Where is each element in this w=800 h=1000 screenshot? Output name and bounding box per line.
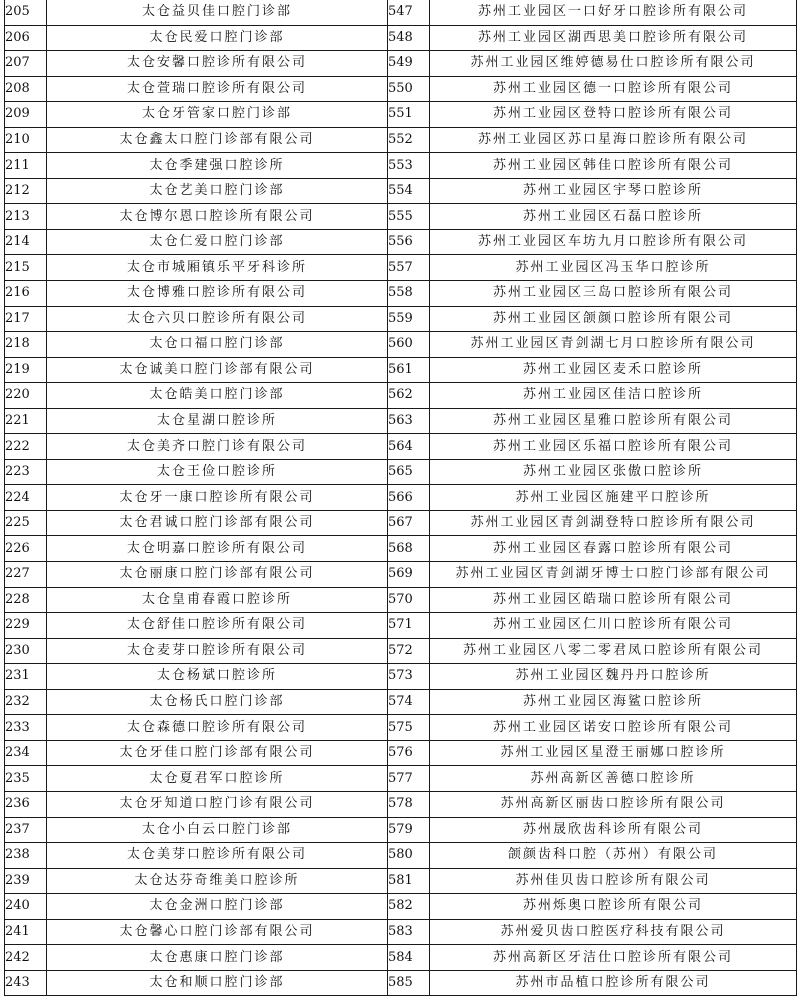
table-row — [5, 383, 797, 409]
table-row — [5, 255, 797, 281]
table-row — [5, 587, 797, 613]
left-number-cell: 220 — [5, 383, 47, 409]
table-row — [5, 485, 797, 511]
right-number-cell: 565 — [388, 459, 430, 485]
left-clinic-name-cell: 太仓皓美口腔门诊部 — [47, 383, 388, 409]
right-number-cell: 573 — [388, 664, 430, 690]
right-clinic-name-cell: 苏州高新区牙洁仕口腔诊所有限公司 — [430, 945, 797, 971]
right-clinic-name-cell: 苏州工业园区一口好牙口腔诊所有限公司 — [430, 0, 797, 25]
left-number-cell: 221 — [5, 408, 47, 434]
left-number-cell: 222 — [5, 434, 47, 460]
right-number-cell: 570 — [388, 587, 430, 613]
left-clinic-name-cell: 太仓口福口腔门诊部 — [47, 332, 388, 358]
left-clinic-name-cell: 太仓六贝口腔诊所有限公司 — [47, 306, 388, 332]
left-number-cell: 235 — [5, 766, 47, 792]
table-row — [5, 536, 797, 562]
left-number-cell: 229 — [5, 613, 47, 639]
left-number-cell: 206 — [5, 25, 47, 51]
left-number-cell: 238 — [5, 843, 47, 869]
table-row — [5, 127, 797, 153]
table-row — [5, 51, 797, 77]
left-clinic-name-cell: 太仓皇甫春霞口腔诊所 — [47, 587, 388, 613]
right-clinic-name-cell: 苏州工业园区三岛口腔诊所有限公司 — [430, 281, 797, 307]
left-clinic-name-cell: 太仓鑫太口腔门诊部有限公司 — [47, 127, 388, 153]
right-clinic-name-cell: 苏州工业园区乐福口腔诊所有限公司 — [430, 434, 797, 460]
table-row — [5, 102, 797, 128]
left-clinic-name-cell: 太仓季建强口腔诊所 — [47, 153, 388, 179]
right-number-cell: 582 — [388, 894, 430, 920]
right-clinic-name-cell: 苏州工业园区施建平口腔诊所 — [430, 485, 797, 511]
left-number-cell: 237 — [5, 817, 47, 843]
right-number-cell: 547 — [388, 0, 430, 25]
left-clinic-name-cell: 太仓仁爱口腔门诊部 — [47, 229, 388, 255]
right-number-cell: 580 — [388, 843, 430, 869]
left-clinic-name-cell: 太仓明嘉口腔诊所有限公司 — [47, 536, 388, 562]
right-number-cell: 554 — [388, 178, 430, 204]
left-number-cell: 224 — [5, 485, 47, 511]
table-row — [5, 306, 797, 332]
right-clinic-name-cell: 苏州工业园区青剑湖登特口腔诊所有限公司 — [430, 510, 797, 536]
left-clinic-name-cell: 太仓牙一康口腔诊所有限公司 — [47, 485, 388, 511]
left-number-cell: 210 — [5, 127, 47, 153]
left-number-cell: 227 — [5, 562, 47, 588]
right-clinic-name-cell: 苏州工业园区颌颜口腔诊所有限公司 — [430, 306, 797, 332]
left-number-cell: 242 — [5, 945, 47, 971]
right-number-cell: 576 — [388, 740, 430, 766]
right-clinic-name-cell: 苏州工业园区湖西思美口腔诊所有限公司 — [430, 25, 797, 51]
left-clinic-name-cell: 太仓牙佳口腔门诊部有限公司 — [47, 740, 388, 766]
left-clinic-name-cell: 太仓民爱口腔门诊部 — [47, 25, 388, 51]
right-number-cell: 575 — [388, 715, 430, 741]
left-clinic-name-cell: 太仓益贝佳口腔门诊部 — [47, 0, 388, 25]
right-clinic-name-cell: 苏州工业园区佳洁口腔诊所 — [430, 383, 797, 409]
table-row — [5, 868, 797, 894]
table-row — [5, 76, 797, 102]
left-number-cell: 225 — [5, 510, 47, 536]
table-row — [5, 817, 797, 843]
table-row — [5, 689, 797, 715]
right-number-cell: 558 — [388, 281, 430, 307]
right-number-cell: 560 — [388, 332, 430, 358]
right-clinic-name-cell: 苏州工业园区车坊九月口腔诊所有限公司 — [430, 229, 797, 255]
left-number-cell: 219 — [5, 357, 47, 383]
table-row — [5, 740, 797, 766]
right-clinic-name-cell: 苏州工业园区石磊口腔诊所 — [430, 204, 797, 230]
table-row — [5, 562, 797, 588]
left-number-cell: 211 — [5, 153, 47, 179]
left-number-cell: 226 — [5, 536, 47, 562]
right-clinic-name-cell: 苏州工业园区魏丹丹口腔诊所 — [430, 664, 797, 690]
table-row — [5, 459, 797, 485]
left-clinic-name-cell: 太仓博尔恩口腔诊所有限公司 — [47, 204, 388, 230]
left-clinic-name-cell: 太仓达芬奇维美口腔诊所 — [47, 868, 388, 894]
right-number-cell: 562 — [388, 383, 430, 409]
left-number-cell: 233 — [5, 715, 47, 741]
right-number-cell: 583 — [388, 919, 430, 945]
right-clinic-name-cell: 苏州工业园区星雅口腔诊所有限公司 — [430, 408, 797, 434]
table-row — [5, 332, 797, 358]
left-number-cell: 240 — [5, 894, 47, 920]
left-number-cell: 243 — [5, 970, 47, 996]
table-row — [5, 894, 797, 920]
left-clinic-name-cell: 太仓森德口腔诊所有限公司 — [47, 715, 388, 741]
left-clinic-name-cell: 太仓牙管家口腔门诊部 — [47, 102, 388, 128]
right-clinic-name-cell: 苏州工业园区登特口腔诊所有限公司 — [430, 102, 797, 128]
table-row — [5, 664, 797, 690]
left-clinic-name-cell: 太仓艺美口腔门诊部 — [47, 178, 388, 204]
left-number-cell: 241 — [5, 919, 47, 945]
left-clinic-name-cell: 太仓杨斌口腔诊所 — [47, 664, 388, 690]
left-clinic-name-cell: 太仓麦芽口腔诊所有限公司 — [47, 638, 388, 664]
left-number-cell: 208 — [5, 76, 47, 102]
right-clinic-name-cell: 苏州工业园区星澄王丽娜口腔诊所 — [430, 740, 797, 766]
left-number-cell: 239 — [5, 868, 47, 894]
table-row — [5, 434, 797, 460]
left-clinic-name-cell: 太仓惠康口腔门诊部 — [47, 945, 388, 971]
table-row — [5, 715, 797, 741]
left-clinic-name-cell: 太仓和顺口腔门诊部 — [47, 970, 388, 996]
left-number-cell: 212 — [5, 178, 47, 204]
right-clinic-name-cell: 苏州工业园区春露口腔诊所有限公司 — [430, 536, 797, 562]
right-number-cell: 552 — [388, 127, 430, 153]
left-clinic-name-cell: 太仓舒佳口腔诊所有限公司 — [47, 613, 388, 639]
left-number-cell: 232 — [5, 689, 47, 715]
table-row — [5, 791, 797, 817]
table-row — [5, 843, 797, 869]
right-clinic-name-cell: 苏州工业园区德一口腔诊所有限公司 — [430, 76, 797, 102]
table-row — [5, 178, 797, 204]
left-clinic-name-cell: 太仓诚美口腔门诊部有限公司 — [47, 357, 388, 383]
right-clinic-name-cell: 苏州佳贝齿口腔诊所有限公司 — [430, 868, 797, 894]
right-clinic-name-cell: 苏州工业园区诺安口腔诊所有限公司 — [430, 715, 797, 741]
table-row — [5, 945, 797, 971]
right-number-cell: 571 — [388, 613, 430, 639]
clinic-list-table — [4, 0, 797, 996]
table-row — [5, 766, 797, 792]
right-number-cell: 579 — [388, 817, 430, 843]
right-number-cell: 550 — [388, 76, 430, 102]
right-clinic-name-cell: 苏州烁奥口腔诊所有限公司 — [430, 894, 797, 920]
right-number-cell: 549 — [388, 51, 430, 77]
right-clinic-name-cell: 颌颜齿科口腔（苏州）有限公司 — [430, 843, 797, 869]
left-clinic-name-cell: 太仓君诚口腔门诊部有限公司 — [47, 510, 388, 536]
right-number-cell: 568 — [388, 536, 430, 562]
left-clinic-name-cell: 太仓金洲口腔门诊部 — [47, 894, 388, 920]
left-number-cell: 216 — [5, 281, 47, 307]
left-number-cell: 214 — [5, 229, 47, 255]
table-row — [5, 970, 797, 996]
left-clinic-name-cell: 太仓丽康口腔门诊部有限公司 — [47, 562, 388, 588]
left-clinic-name-cell: 太仓王俭口腔诊所 — [47, 459, 388, 485]
left-number-cell: 231 — [5, 664, 47, 690]
right-number-cell: 557 — [388, 255, 430, 281]
left-number-cell: 223 — [5, 459, 47, 485]
right-clinic-name-cell: 苏州工业园区苏口星海口腔诊所有限公司 — [430, 127, 797, 153]
left-number-cell: 209 — [5, 102, 47, 128]
table-row — [5, 0, 797, 25]
right-number-cell: 561 — [388, 357, 430, 383]
right-clinic-name-cell: 苏州高新区善德口腔诊所 — [430, 766, 797, 792]
right-number-cell: 566 — [388, 485, 430, 511]
right-number-cell: 577 — [388, 766, 430, 792]
right-number-cell: 556 — [388, 229, 430, 255]
table-row — [5, 25, 797, 51]
left-number-cell: 215 — [5, 255, 47, 281]
right-number-cell: 567 — [388, 510, 430, 536]
left-clinic-name-cell: 太仓杨氏口腔门诊部 — [47, 689, 388, 715]
right-clinic-name-cell: 苏州工业园区海鲨口腔诊所 — [430, 689, 797, 715]
right-clinic-name-cell: 苏州工业园区韩佳口腔诊所有限公司 — [430, 153, 797, 179]
right-clinic-name-cell: 苏州工业园区维婷德易仕口腔诊所有限公司 — [430, 51, 797, 77]
right-number-cell: 569 — [388, 562, 430, 588]
right-clinic-name-cell: 苏州工业园区冯玉华口腔诊所 — [430, 255, 797, 281]
right-clinic-name-cell: 苏州工业园区仁川口腔诊所有限公司 — [430, 613, 797, 639]
right-clinic-name-cell: 苏州市品植口腔诊所有限公司 — [430, 970, 797, 996]
table-row — [5, 638, 797, 664]
left-clinic-name-cell: 太仓馨心口腔门诊部有限公司 — [47, 919, 388, 945]
right-number-cell: 551 — [388, 102, 430, 128]
left-number-cell: 234 — [5, 740, 47, 766]
left-number-cell: 217 — [5, 306, 47, 332]
table-row — [5, 204, 797, 230]
left-clinic-name-cell: 太仓牙知道口腔门诊有限公司 — [47, 791, 388, 817]
right-clinic-name-cell: 苏州工业园区宇琴口腔诊所 — [430, 178, 797, 204]
left-clinic-name-cell: 太仓市城厢镇乐平牙科诊所 — [47, 255, 388, 281]
right-number-cell: 555 — [388, 204, 430, 230]
table-row — [5, 281, 797, 307]
right-number-cell: 584 — [388, 945, 430, 971]
table-row — [5, 408, 797, 434]
left-number-cell: 236 — [5, 791, 47, 817]
right-clinic-name-cell: 苏州工业园区麦禾口腔诊所 — [430, 357, 797, 383]
right-number-cell: 572 — [388, 638, 430, 664]
table-row — [5, 510, 797, 536]
table-row — [5, 153, 797, 179]
left-clinic-name-cell: 太仓星湖口腔诊所 — [47, 408, 388, 434]
left-number-cell: 218 — [5, 332, 47, 358]
left-clinic-name-cell: 太仓安馨口腔诊所有限公司 — [47, 51, 388, 77]
right-number-cell: 553 — [388, 153, 430, 179]
right-number-cell: 585 — [388, 970, 430, 996]
right-number-cell: 581 — [388, 868, 430, 894]
left-clinic-name-cell: 太仓美芽口腔诊所有限公司 — [47, 843, 388, 869]
left-number-cell: 230 — [5, 638, 47, 664]
left-number-cell: 228 — [5, 587, 47, 613]
table-row — [5, 919, 797, 945]
table-row — [5, 357, 797, 383]
right-number-cell: 574 — [388, 689, 430, 715]
right-clinic-name-cell: 苏州高新区丽齿口腔诊所有限公司 — [430, 791, 797, 817]
right-number-cell: 564 — [388, 434, 430, 460]
left-number-cell: 213 — [5, 204, 47, 230]
right-clinic-name-cell: 苏州工业园区青剑湖七月口腔诊所有限公司 — [430, 332, 797, 358]
left-clinic-name-cell: 太仓美齐口腔门诊有限公司 — [47, 434, 388, 460]
right-number-cell: 559 — [388, 306, 430, 332]
left-clinic-name-cell: 太仓萱瑞口腔诊所有限公司 — [47, 76, 388, 102]
table-body — [5, 0, 797, 996]
right-clinic-name-cell: 苏州工业园区八零二零君凤口腔诊所有限公司 — [430, 638, 797, 664]
left-clinic-name-cell: 太仓小白云口腔门诊部 — [47, 817, 388, 843]
right-clinic-name-cell: 苏州工业园区张傲口腔诊所 — [430, 459, 797, 485]
right-clinic-name-cell: 苏州晟欣齿科诊所有限公司 — [430, 817, 797, 843]
right-clinic-name-cell: 苏州工业园区皓瑞口腔诊所有限公司 — [430, 587, 797, 613]
right-number-cell: 563 — [388, 408, 430, 434]
left-number-cell: 205 — [5, 0, 47, 25]
right-clinic-name-cell: 苏州工业园区青剑湖牙博士口腔门诊部有限公司 — [430, 562, 797, 588]
left-clinic-name-cell: 太仓夏君军口腔诊所 — [47, 766, 388, 792]
left-clinic-name-cell: 太仓博雅口腔诊所有限公司 — [47, 281, 388, 307]
right-clinic-name-cell: 苏州爱贝齿口腔医疗科技有限公司 — [430, 919, 797, 945]
table-row — [5, 613, 797, 639]
table-row — [5, 229, 797, 255]
right-number-cell: 548 — [388, 25, 430, 51]
left-number-cell: 207 — [5, 51, 47, 77]
right-number-cell: 578 — [388, 791, 430, 817]
